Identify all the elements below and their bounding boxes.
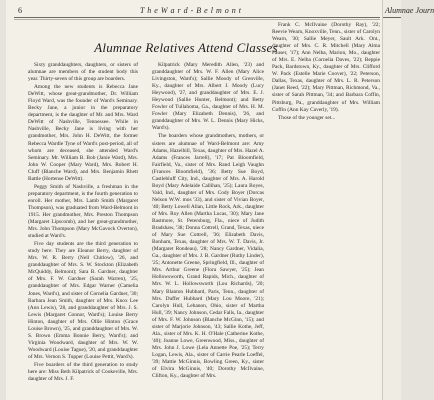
right-page-edge bbox=[382, 0, 434, 400]
header-rule-thin bbox=[14, 19, 380, 20]
paragraph: The boarders whose grandmothers, mothers, or sisters are alumnae of Ward-Belmont are: Amy Adams, Hazelhill, Texas, daughter of Mrs. Hazel A. Adams (Frances Jarrell), '17; Pat Bloomfield, Fairfield, Va., sister of Mrs. Rand Leigh Vaughn (Frances Bloomfield), '36; Betty Sue Boyd, Castlebluff City, Ind., daughter of Mrs. A. Harold Boyd (Mary Adelaide Callihan, '25); Laura Boyes, Vald, Ind., daughter of Mrs. Cody Boyer (Dorcas Nelson W.W. mos '33), and sister of Vivian Boyer, '40; Betty Lowell Allan, Little Rock, Ark., daughter of Mrs. Roy Allen (Martha Lucas, '30); Mary Jane Bastmore, St. Petersburg, Fla., niece of Judith Bradshaw, '38; Donna Cottrell, Grand, Texas, niece of Mary Sue Cottrell, '36; Elizabeth Davis, Bonham, Texas, daughter of Mrs. W. T. Davis, Jr. (Margaret Rondeau), '28; Nancy Gardner, Vidalia, Ga., daughter of Mrs. J. B. Gardner (Ruthy Linder), '25; Antonette Greene, Springfield, Ill., daughter of Mrs. Arthur Greene (Flora Sawyer, '25); Jean Hollowsworth, Grand Rapids, Mich., daughter of Mrs. W. L. Hollowsworth (Lou Richards), '20; Mary Blanton Hubbard, Paris, Tenn., daughter of Mrs. Duffer Hubbard (Mary Lou Moore, '21); Carolyn Hull, Lebanon, Ohio, sister of Martha Hull, '39; Nancy Johnson, Cedar Falls, Ia., daughter of Mrs. F. W. Johnson (Blanche McGinn, '15); and sister of Marjorie Johnson, '43; Sallie Kothe, Jeff, Ala., sister of Mrs. K. H. O'Hale (Catherine Kothe, '40); Joanne Lowe, Greenwood, Miss., daughter of Mrs. John J. Lowe (Lela Annette Poe, '25); Terry Logan, Lewis, Ala., sister of Carrie Pearle Loeffel, '39; Mattie McGinnis, Bowling Green, Ky., sister of Elvira McGinnis, '40; Dorothy McIlvaine, Clifton, Ky., daughter of Mrs. bbox=[152, 133, 264, 380]
magazine-title: T h e W a r d - B e l m o n t bbox=[140, 6, 242, 15]
left-page bbox=[6, 0, 384, 400]
header-rule bbox=[14, 17, 380, 18]
paragraph: Those of the younger set... bbox=[278, 114, 336, 121]
page-number: 6 bbox=[18, 6, 22, 15]
paragraph: Kilpatrick (Mary Meredith Allen, '23) and granddaughter of Mrs. W. F. Allen (Mary Alice Livingston, Ward's); Sallie Moody of Grenville, Ky., daughter of Mrs. Albert J. Moody (Lucy Heywood), '27, and granddaughter of Mrs. E. J. Heywood (Sallie Hunter, Belmont); and Betty Fowler of Tullahoma, Ga., daughter of Mrs. H. M. Fowler (Mary Elizabeth Dennis), '26, and granddaughter of Mrs. W. L. Dennis (Mary Hicks, Ward's). bbox=[152, 62, 264, 132]
page-header bbox=[14, 3, 378, 17]
paragraph: Among the new students is Rebecca Jane DeWitt, whose great-grandmother, Dr. William Floyd Ward, was the founder of Ward's Seminary. Becky Jane, a junior in the preparatory department, is the daughter of Mr. and Mrs. Ward DeWitt of Nashville, Tennessee. While in Nashville, Becky Jane is living with her grandmother, Mrs. John H. DeWitt, the former Rebecca Wardle Tyne of Ward's post-period, all of whom are deceased, she attended Ward's Seminary. Mr. William B. Bob (Janie Ward), Mrs. John W. Cooper (Mary Ward), Mrs. Robert H. Cluff (Blanche Ward), and Mrs. Benjamin Rhett Battle (Hortense DeWitt). bbox=[28, 84, 138, 182]
article-title: Alumnae Relatives Attend Classes bbox=[94, 40, 278, 55]
article-column-1 bbox=[28, 62, 138, 384]
paragraph: Frank C. McIlvaine (Dorothy Ray), '22; Reevie Wearn, Knoxville, Tenn., sister of Carolyn Wearn, '30; Sallie Meyer, Sault Ark. Ont., daughter of Mrs. C. R. Mitchell (Mary Alma Fauser, '17); Ann Nelba, Marion, Mo., daughter of Mrs. E. Nelba (Cornelia Daves, '22); Beppie Pack, Bardstown, Ky., daughter of Mrs. Clifford W. Pack (Estelle Marie Coover), '22; Peterson, Dallas, Texas, daughter of Mrs. L. R. Peterson (Janet Reed, '22); Mary Pittman, Richmond, Va., sister of Sarah Pittman, '34; and Barbara Coffin, Pittsburg, Pa., granddaughter of Mrs. William Coffin (Ann Kay Caverly, '19). bbox=[272, 22, 380, 113]
right-header-rule bbox=[383, 17, 401, 18]
paragraph: Five day students are the third generation to study here. They are Eleanor Berry, daughter of Mrs. W. R. Berry (Nell Chitlow), '26, and granddaughter of Mrs. S. W. Stockton (Elizabeth McQuiddy, Belmont); Sara B. Gardner, daughter of Mrs. F. W. Gardner (Sarah Warren), '25, granddaughter of Mrs. Edgar Warner (Camelia Jones, Ward's), and sister of Cornelia Gardner, '30; Barbara Jean Smith, daughter of Mrs. Knox Lee (Ann Lewis), '28, and granddaughter of Mrs. J. S. Lewis (Margaret Connor, Ward's); Louise Berry Hinton, daughter of Mrs. Ollie Hinton (Grace Louise Brown), '25, and granddaughter of Mrs. W. S. Brown (Emma Bonnie Berry, Ward's); and Virginia Woodward, daughter of Mrs. W. W. Woodward (Louise Tague), '20, and granddaughter of Mrs. Vernon S. Tupper (Louise Pettit, Ward's). bbox=[28, 241, 138, 360]
right-page-header: Alumnae Journ bbox=[385, 6, 434, 15]
paragraph: Five boarders of the third generation to study here are: Miss Beth Kilpatrick of Cookeville, Mrs. daughter of Mrs. J. F. bbox=[28, 361, 138, 383]
paragraph: Peggy Smith of Nashville, a freshman in the preparatory department, is the fourth generation to enroll. Her mother, Mrs. Lamb Smith (Margaret Thompson), was graduated from Ward-Belmont in 1915. Her grandmother, Mrs. Preston Thompson (Margaret Lipscomb), and her great-grandmother, Mrs. John Thompson (Mary McGavock Overton), studied at Ward's. bbox=[28, 183, 138, 240]
article-column-2 bbox=[152, 62, 264, 381]
paragraph: Sixty granddaughters, daughters, or sisters of alumnae are members of the student body this year. Thirty-seven of this group are boarders. bbox=[28, 62, 138, 83]
article-column-3 bbox=[272, 22, 380, 123]
